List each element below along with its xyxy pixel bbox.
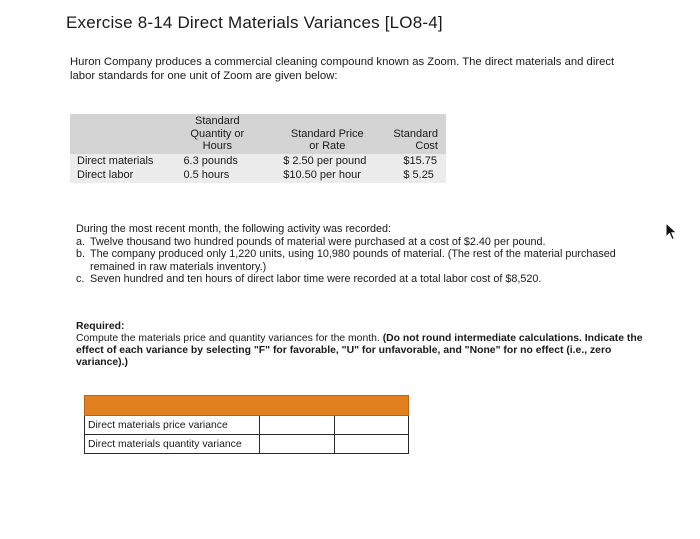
required-text: Compute the materials price and quantity variances for the month.: [76, 333, 380, 344]
quantity-variance-amount-input[interactable]: [260, 435, 335, 454]
row-quantity: 6.3 pounds: [171, 154, 263, 169]
list-text: The company produced only 1,220 units, using 10,980 pounds of material. (The rest of the material purchased remained in raw materials inventory.): [90, 248, 616, 273]
price-variance-amount-input[interactable]: [260, 416, 335, 435]
list-item: [76, 236, 646, 249]
table-row: [70, 168, 446, 183]
header-price-line: Standard Price: [290, 127, 364, 140]
header-quantity: [171, 114, 263, 154]
answer-row-label: Direct materials quantity variance: [85, 435, 260, 454]
activity-section: [76, 223, 646, 286]
header-cost: [391, 114, 446, 154]
required-instructions: [76, 333, 656, 369]
answer-header-bar: [85, 396, 409, 416]
activity-intro: During the most recent month, the following activity was recorded:: [76, 223, 392, 235]
header-price-line: or Rate: [309, 140, 346, 152]
problem-intro: Huron Company produces a commercial cleaning compound known as Zoom. The direct materials and direct labor standards for one unit of Zoom are given below:: [70, 56, 615, 82]
answer-row-label: Direct materials price variance: [85, 416, 260, 435]
header-price: [263, 114, 391, 154]
answer-header-cell: [85, 396, 409, 416]
table-row: [85, 435, 409, 454]
standards-table: [70, 114, 446, 183]
table-row: [85, 416, 409, 435]
required-note: (Do not round intermediate calculations. Indicate the effect of each variance by selecting "F" for favorable, "U" for unfavorable, and "None" for no effect (i.e., zero variance).): [76, 333, 643, 368]
header-blank: [70, 114, 171, 154]
list-text: Seven hundred and ten hours of direct labor time were recorded at a total labor cost of $8,520.: [90, 273, 542, 285]
list-item: [76, 248, 646, 273]
list-marker: a.: [76, 235, 86, 248]
row-label: Direct materials: [70, 154, 171, 169]
table-row: [70, 154, 446, 169]
row-cost: $15.75: [391, 154, 446, 169]
header-quantity-line: Quantity or: [190, 127, 245, 140]
list-item: [76, 273, 646, 286]
list-marker: c.: [76, 273, 85, 285]
mouse-pointer-icon: [665, 222, 679, 242]
header-quantity-line: Hours: [202, 140, 232, 152]
row-price: $ 2.50 per pound: [263, 154, 391, 169]
list-text: Twelve thousand two hundred pounds of material were purchased at a cost of $2.40 per pound.: [90, 235, 546, 248]
header-cost-line: Standard: [393, 127, 438, 140]
answer-table: [84, 395, 409, 454]
price-variance-effect-select[interactable]: [334, 416, 409, 435]
row-label: Direct labor: [70, 168, 171, 183]
row-quantity: 0.5 hours: [171, 168, 263, 183]
standards-header-row: [70, 114, 446, 154]
page-title: Exercise 8-14 Direct Materials Variances [LO8-4]: [66, 13, 443, 32]
row-price: $10.50 per hour: [263, 168, 391, 183]
required-heading: Required:: [76, 321, 125, 332]
row-cost: $ 5.25: [391, 168, 446, 183]
list-marker: b.: [76, 248, 86, 260]
header-cost-line: Cost: [415, 140, 438, 152]
required-section: [76, 321, 656, 369]
quantity-variance-effect-select[interactable]: [334, 435, 409, 454]
header-quantity-line: Standard: [194, 115, 240, 127]
